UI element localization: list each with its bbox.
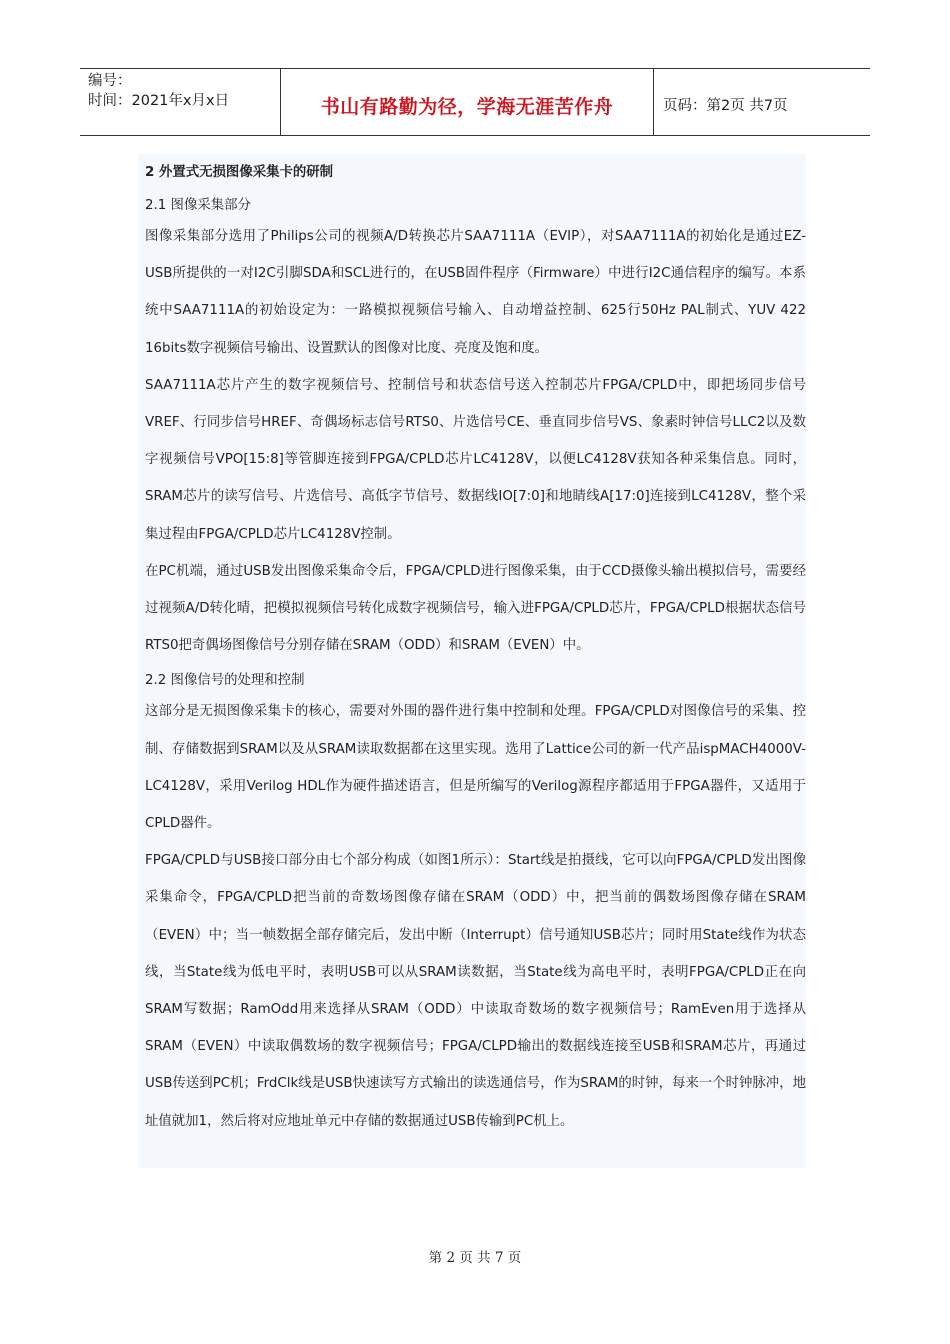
header-info-cell [80,69,281,135]
document-body [138,154,806,1168]
paragraph-usb-interface: FPGA/CPLD与USB接口部分由七个部分构成（如图1所示）：Start线是拍摄线，它可以向FPGA/CPLD发出图像采集命令，FPGA/CPLD把当前的奇数场图像存储在SRAM（ODD）中，把当前的偶数场图像存储在SRAM（EVEN）中；当一帧数据全部存储完后，发出中断（Interrupt）信号通知USB芯片；同时用State线作为状态线，当State线为低电平时，表明USB可以从SRAM读数据，当State线为高电平时，表明FPGA/CPLD正在向SRAM写数据；RamOdd用来选择从SRAM（ODD）中读取奇数场的数字视频信号；RamEven用于选择从SRAM（EVEN）中读取偶数场的数字视频信号；FPGA/CLPD输出的数据线连接至USB和SRAM芯片，再通过USB传送到PC机；FrdClk线是USB快速读写方式输出的读选通信号，作为SRAM的时钟，每来一个时钟脉冲，地址值就加1，然后将对应地址单元中存储的数据通过USB传输到PC机上。 [145,853,806,1129]
subsection-title-signal-processing: 2.2 图像信号的处理和控制 [145,673,305,689]
page-header [80,68,870,136]
paragraph-fpga-core: 这部分是无损图像采集卡的核心，需要对外围的器件进行集中控制和处理。FPGA/CPLD对图像信号的采集、控制、存储数据到SRAM以及从SRAM读取数据都在这里实现。选用了Lattice公司的新一代产品ispMACH4000V-LC4128V，采用Verilog HDL作为硬件描述语言，但是所编写的Verilog源程序都适用于FPGA器件，又适用于CPLD器件。 [145,704,806,832]
section-title: 2 外置式无损图像采集卡的研制 [145,165,334,180]
document-number-label: 编号： [88,73,132,89]
header-page-indicator: 页码：第2页 共7页 [663,97,788,114]
paragraph-signal-routing: SAA7111A芯片产生的数字视频信号、控制信号和状态信号送入控制芯片FPGA/CPLD中，即把场同步信号VREF、行同步信号HREF、奇偶场标志信号RTS0、片选信号CE、垂直同步信号VS、象素时钟信号LLC2以及数字视频信号VPO[15:8]等管脚连接到FPGA/CPLD芯片LC4128V，以便LC4128V获知各种采集信息。同时，SRAM芯片的读写信号、片选信号、高低字节信号、数据线IO[7:0]和地睛线A[17:0]连接到LC4128V，整个采集过程由FPGA/CPLD芯片LC4128V控制。 [145,377,806,542]
paragraph-capture-intro: 图像采集部分选用了Philips公司的视频A/D转换芯片SAA7111A（EVIP），对SAA7111A的初始化是通过EZ-USB所提供的一对I2C引脚SDA和SCL进行的，在USB固件程序（Firmware）中进行I2C通信程序的编写。本系统中SAA7111A的初始设定为：一路模拟视频信号输入、自动增益控制、625行50Hz PAL制式、YUV 422 16bits数字视频信号输出、设置默认的图像对比度、亮度及饱和度。 [145,229,806,356]
page-footer: 第 2 页 共 7 页 [428,1250,522,1266]
paragraph-pc-capture: 在PC机端，通过USB发出图像采集命令后，FPGA/CPLD进行图像采集，由于CCD摄像头输出模拟信号，需要经过视频A/D转化晴，把模拟视频信号转化成数字视频信号，输入进FPGA/CPLD芯片，FPGA/CPLD根据状态信号RTS0把奇偶场图像信号分别存储在SRAM（ODD）和SRAM（EVEN）中。 [145,563,806,654]
header-motto: 书山有路勤为径，学海无涯苦作舟 [281,69,654,135]
subsection-title-image-capture: 2.1 图像采集部分 [145,198,251,213]
document-date-label: 时间：2021年x月x日 [88,93,230,109]
